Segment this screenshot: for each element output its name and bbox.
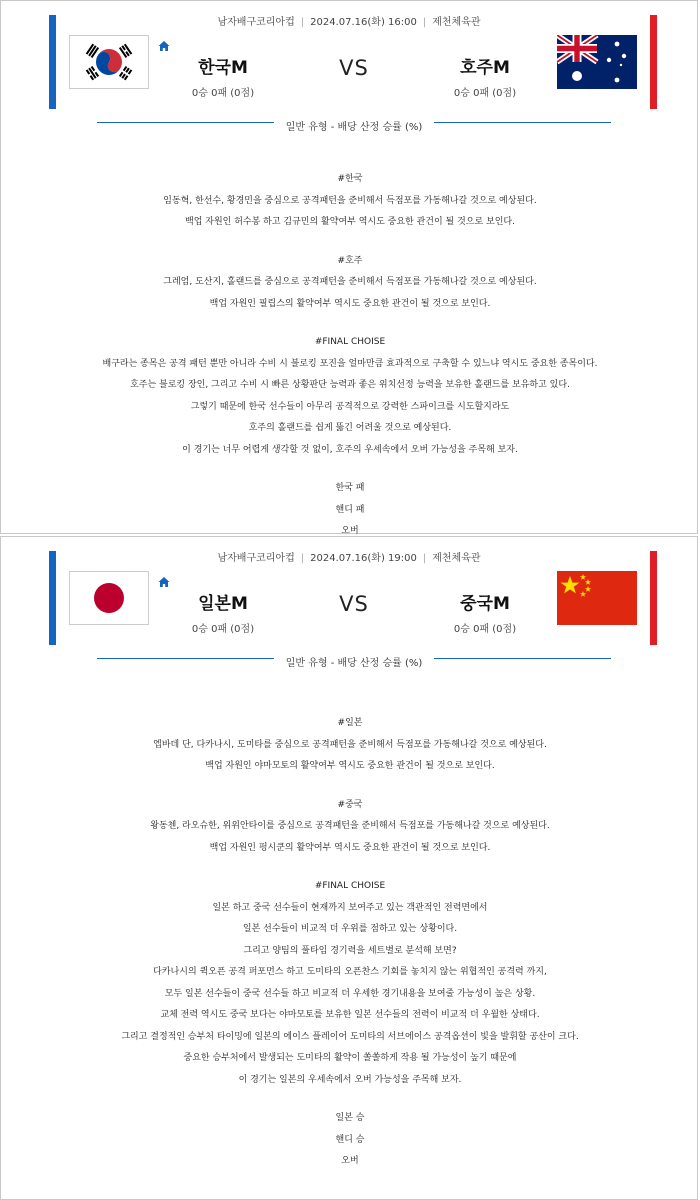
analysis-line: 배구라는 종목은 공격 패턴 뿐만 아니라 수비 시 블로킹 포진을 얼마만큼 효과적으로 구축할 수 있느냐 역시도 중요한 종목이다. <box>102 358 598 369</box>
away-analysis-heading: #중국 <box>337 799 363 810</box>
analysis-line: 임동혁, 한선수, 황경민을 중심으로 공격패턴을 준비해서 득점포를 가동해나갈 것으로 예상된다. <box>163 195 537 206</box>
home-analysis-heading: #일본 <box>337 718 363 728</box>
match-datetime: 2024.07.16(화) 19:00 <box>310 553 417 564</box>
analysis-line: 이 경기는 일본의 우세속에서 오버 가능성을 주목해 보자. <box>238 1074 462 1085</box>
analysis-line: 왕동첸, 라오슈한, 위위안타이를 중심으로 공격패턴을 준비해서 득점포를 가동해나갈 것으로 예상된다. <box>150 821 550 831</box>
home-analysis-heading: #한국 <box>337 174 363 184</box>
analysis-line: 엡바데 단, 다카나시, 도미타를 중심으로 공격패턴을 준비해서 득점포를 가동해나갈 것으로 예상된다. <box>153 739 547 750</box>
away-team <box>405 53 565 99</box>
pick-item: 오버 <box>341 526 359 536</box>
analysis-line: 일본 하고 중국 선수들이 현재까지 보여주고 있는 객관적인 전력면에서 <box>212 902 488 913</box>
section-label: 일반 유형 - 배당 산정 승률 (%) <box>1 651 700 670</box>
analysis-line: 중요한 승부처에서 발생되는 도미타의 활약이 쏠쏠하게 작용 될 가능성이 높기 때문에 <box>183 1053 517 1063</box>
analysis-line: 다카나시의 퀵오픈 공격 퍼포먼스 하고 도미타의 오픈찬스 기회를 놓치지 않는 위협적인 공격력 까지, <box>153 967 547 977</box>
analysis-line: 호주의 홀랜드를 쉽게 뚫긴 어려울 것으로 예상된다. <box>248 423 452 433</box>
analysis-line: 그렇기 때문에 한국 선수들이 아무리 공격적으로 강력한 스파이크를 시도할지라도 <box>190 401 510 412</box>
analysis-line: 백업 자원인 펑시쿤의 활약여부 역시도 중요한 관건이 될 것으로 보인다. <box>209 842 491 853</box>
league-name: 남자배구코리아컵 <box>217 17 295 28</box>
away-team <box>405 589 565 635</box>
analysis-line: 호주는 블로킹 장인, 그리고 수비 시 빠른 상황판단 능력과 좋은 위치선정 능력을 보유한 홀랜드를 보유하고 있다. <box>130 380 570 390</box>
analysis-text <box>1 713 699 1173</box>
analysis-line: 백업 자원인 허수봉 하고 김규민의 활약여부 역시도 중요한 관건이 될 것으로 보인다. <box>185 217 515 227</box>
final-choice-heading: #FINAL CHOISE <box>314 881 386 891</box>
analysis-line: 이 경기는 너무 어렵게 생각할 것 없이, 호주의 우세속에서 오버 가능성을 주목해 보자. <box>182 444 518 455</box>
analysis-text <box>1 169 699 543</box>
home-team-name: 일본M <box>198 594 248 614</box>
away-team-record: 0승 0패 (0점) <box>453 88 517 99</box>
pick-item: 일본 승 <box>335 1113 365 1123</box>
analysis-line: 백업 자원인 야마모토의 활약여부 역시도 중요한 관건이 될 것으로 보인다. <box>205 761 495 771</box>
away-team-name: 중국M <box>460 594 510 614</box>
league-name: 남자배구코리아컵 <box>217 553 295 564</box>
match-datetime: 2024.07.16(화) 16:00 <box>310 17 417 28</box>
match-card-korea-australia <box>0 0 698 534</box>
pick-item: 한국 패 <box>335 483 365 493</box>
analysis-line: 교체 전력 역시도 중국 보다는 야마모토를 보유한 일본 선수들의 전력이 비교적 더 우월한 상태다. <box>160 1010 540 1020</box>
away-team-record: 0승 0패 (0점) <box>453 624 517 635</box>
home-team-record: 0승 0패 (0점) <box>191 624 255 635</box>
away-analysis-heading: #호주 <box>337 255 363 266</box>
china-flag-icon <box>557 571 637 625</box>
analysis-line: 그리고 결정적인 승부처 타이밍에 일본의 에이스 플레이어 도미타의 서브에이스 공격옵션이 빛을 발휘할 공산이 크다. <box>121 1031 579 1042</box>
pick-item: 오버 <box>341 1156 359 1166</box>
home-team-name: 한국M <box>198 58 248 78</box>
analysis-line: 그리고 양팀의 풀타임 경기력을 세트별로 분석해 보면? <box>243 945 457 956</box>
match-meta: 남자배구코리아컵 | 2024.07.16(화) 16:00 | 제천체육관 <box>217 17 481 28</box>
home-icon <box>158 573 170 585</box>
away-team-name: 호주M <box>460 58 510 78</box>
australia-flag-icon <box>557 35 637 89</box>
pick-item: 핸디 패 <box>335 504 365 515</box>
final-choice-heading: #FINAL CHOISE <box>314 337 386 347</box>
vs-label: VS <box>339 592 369 616</box>
vs-label: VS <box>339 56 369 80</box>
analysis-line: 그레엄, 도산지, 홀랜드를 중심으로 공격패턴을 준비해서 득점포를 가동해나갈 것으로 예상된다. <box>163 277 537 287</box>
section-label: 일반 유형 - 배당 산정 승률 (%) <box>1 115 700 134</box>
analysis-line: 백업 자원인 필립스의 활약여부 역시도 중요한 관건이 될 것으로 보인다. <box>209 298 491 309</box>
home-team-record: 0승 0패 (0점) <box>191 88 255 99</box>
venue-name: 제천체육관 <box>432 553 481 564</box>
pick-item: 핸디 승 <box>335 1134 365 1145</box>
analysis-line: 모두 일본 선수들이 중국 선수들 하고 비교적 더 우세한 경기내용을 보여줄 가능성이 높은 상황. <box>164 988 536 999</box>
venue-name: 제천체육관 <box>432 17 481 28</box>
match-card-japan-china <box>0 536 698 1200</box>
match-meta: 남자배구코리아컵 | 2024.07.16(화) 19:00 | 제천체육관 <box>217 553 481 564</box>
home-icon <box>158 37 170 49</box>
analysis-line: 일본 선수들이 비교적 더 우위를 점하고 있는 상황이다. <box>242 924 458 934</box>
